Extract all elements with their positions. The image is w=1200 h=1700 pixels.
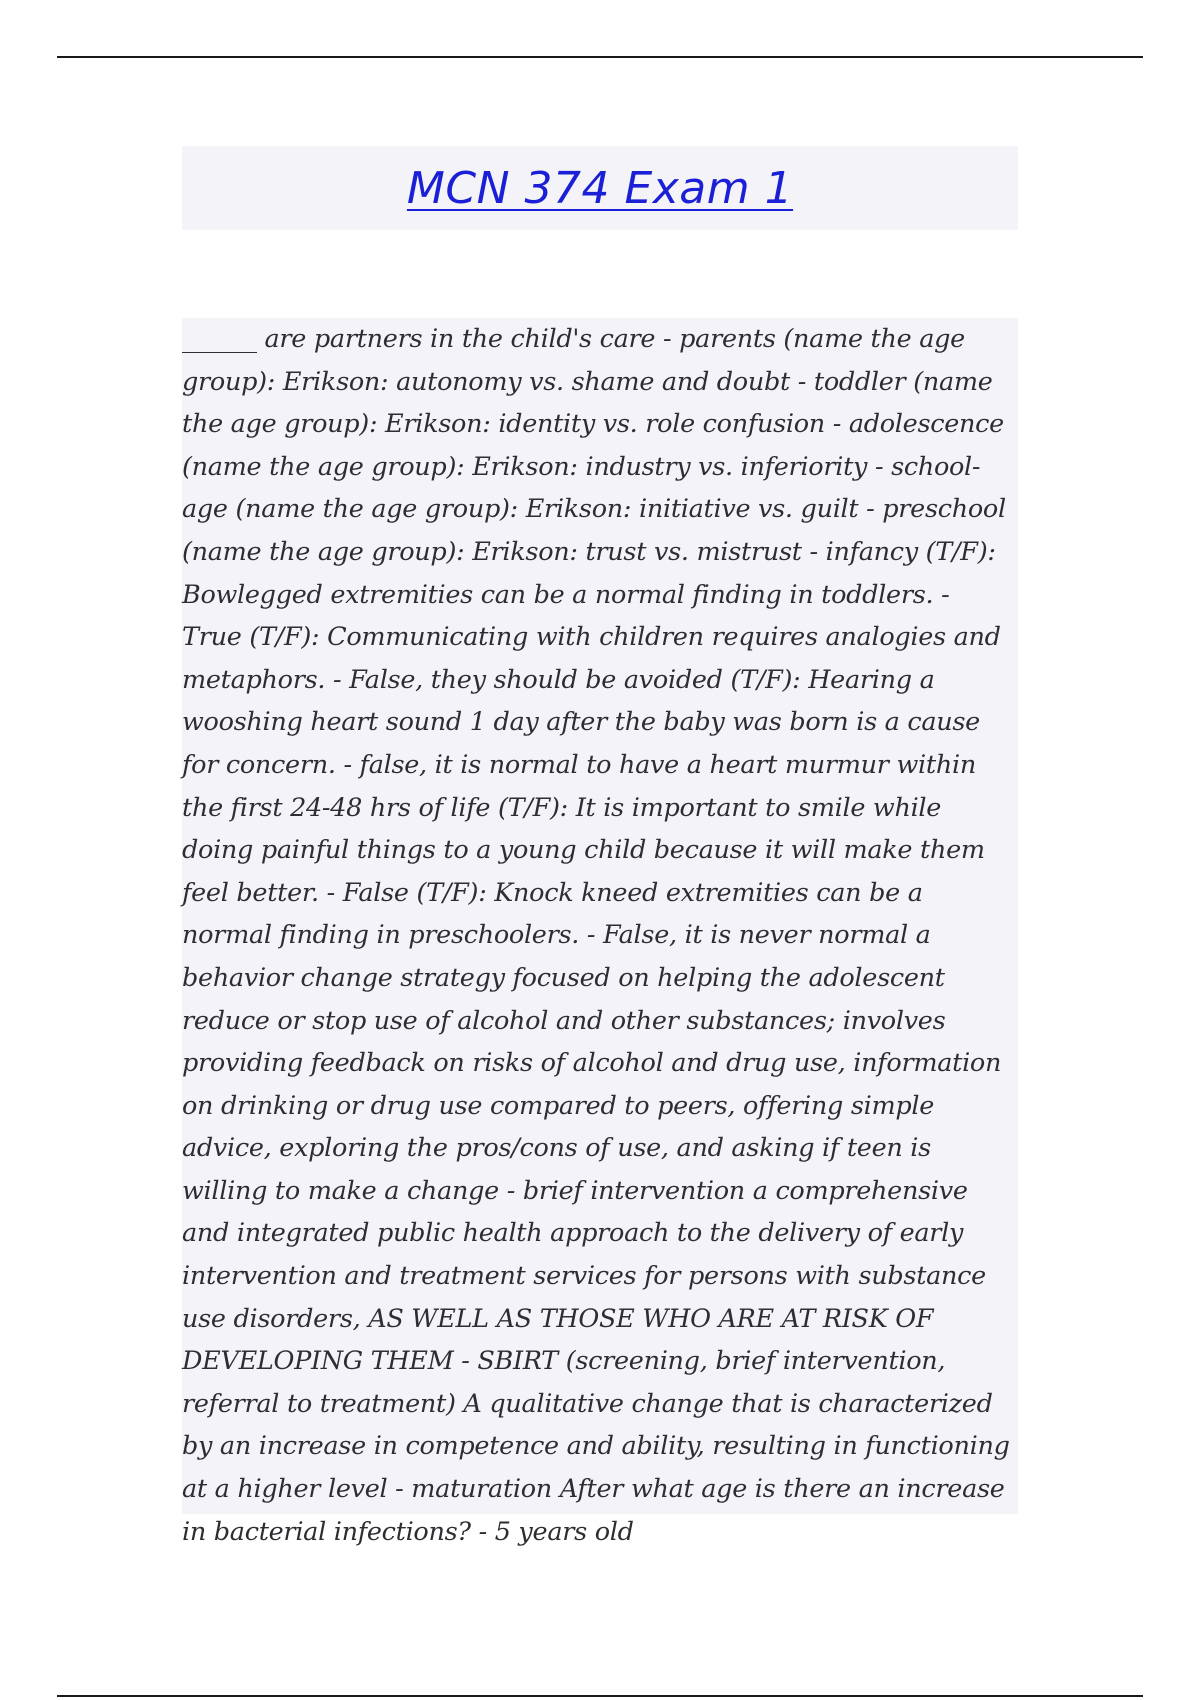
body-block bbox=[182, 318, 1018, 1547]
title-banner bbox=[182, 146, 1018, 230]
bottom-rule bbox=[57, 1695, 1143, 1697]
body-paragraph: ______ are partners in the child's care - parents (name the age group): Erikson: autonomy vs. shame and doubt - toddler (name the age group): Erikson: identity vs. role confusion - adolescence (name the age group): Erikson: industry vs. inferiority - school-age (name the age group): Erikson: initiative vs. guilt - preschool (name the age group): Erikson: trust vs. mistrust - infancy (T/F): Bowlegged extremities can be a normal finding in toddlers. - True (T/F): Communicating with children requires analogies and metaphors. - False, they should be avoided (T/F): Hearing a wooshing heart sound 1 day after the baby was born is a cause for concern. - false, it is normal to have a heart murmur within the first 24-48 hrs of life (T/F): It is important to smile while doing painful things to a young child because it will make them feel better. - False (T/F): Knock kneed extremities can be a normal finding in preschoolers. - False, it is never normal a behavior change strategy focused on helping the adolescent reduce or stop use of alcohol and other substances; involves providing feedback on risks of alcohol and drug use, information on drinking or drug use compared to peers, offering simple advice, exploring the pros/cons of use, and asking if teen is willing to make a change - brief intervention a comprehensive and integrated public health approach to the delivery of early intervention and treatment services for persons with substance use disorders, AS WELL AS THOSE WHO ARE AT RISK OF DEVELOPING THEM - SBIRT (screening, brief intervention, referral to treatment) A qualitative change that is characterized by an increase in competence and ability, resulting in functioning at a higher level - maturation After what age is there an increase in bacterial infections? - 5 years old bbox=[182, 324, 1010, 1547]
page-title: MCN 374 Exam 1 bbox=[406, 162, 794, 214]
top-rule bbox=[57, 56, 1143, 58]
